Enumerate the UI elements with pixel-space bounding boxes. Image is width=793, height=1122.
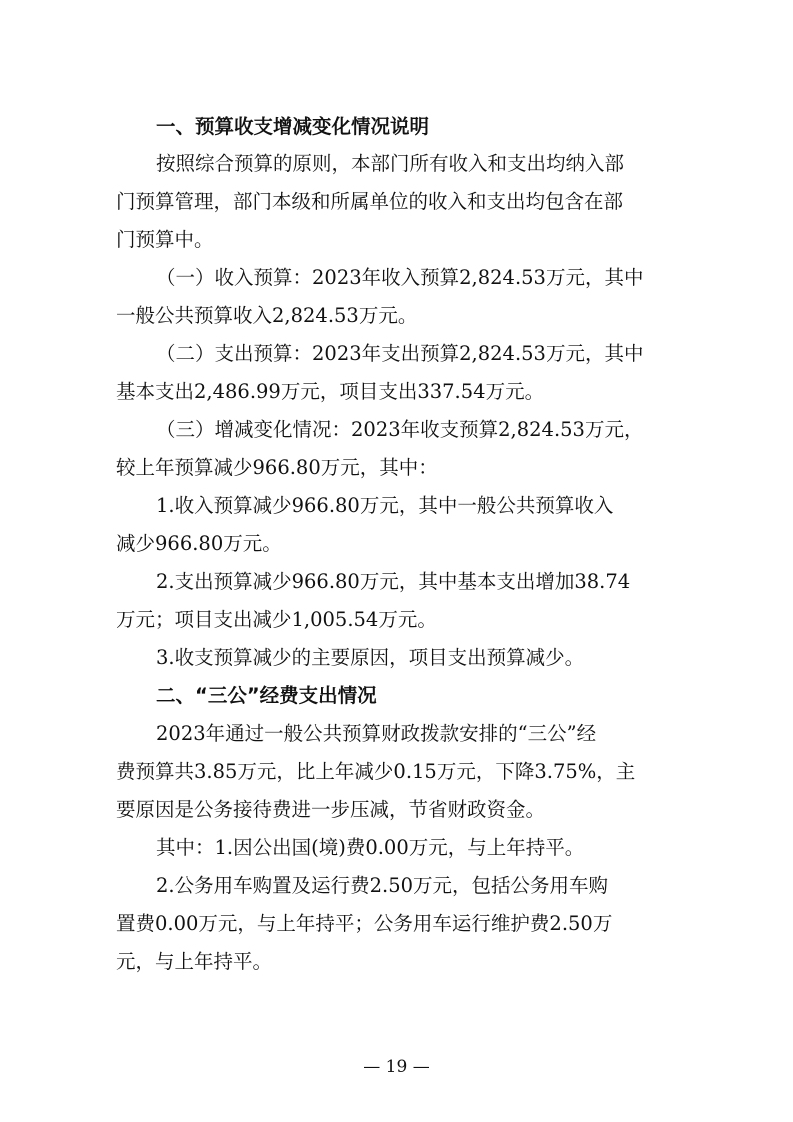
section2-summary-line3: 要原因是公务接待费进一步压减，节省财政资金。 bbox=[116, 798, 546, 821]
section1-intro-line1: 按照综合预算的原则，本部门所有收入和支出均纳入部 bbox=[156, 152, 625, 175]
section2-item1: 其中：1.因公出国(境)费0.00万元，与上年持平。 bbox=[156, 836, 585, 859]
change-item1-line1: 1.收入预算减少966.80万元，其中一般公共预算收入 bbox=[156, 494, 614, 517]
section2-item2-line2: 置费0.00万元，与上年持平；公务用车运行维护费2.50万 bbox=[116, 912, 613, 935]
section2-item2-line1: 2.公务用车购置及运行费2.50万元，包括公务用车购 bbox=[156, 874, 609, 897]
section1-intro-line2: 门预算管理，部门本级和所属单位的收入和支出均包含在部 bbox=[116, 190, 624, 213]
expense-budget-line1: （二）支出预算：2023年支出预算2,824.53万元，其中 bbox=[156, 342, 644, 365]
change-item2-line1: 2.支出预算减少966.80万元，其中基本支出增加38.74 bbox=[156, 570, 631, 593]
change-line2: 较上年预算减少966.80万元，其中： bbox=[116, 456, 438, 479]
page-number: — 19 — bbox=[363, 1057, 430, 1077]
change-item1-line2: 减少966.80万元。 bbox=[116, 532, 282, 555]
income-budget-line1: （一）收入预算：2023年收入预算2,824.53万元，其中 bbox=[156, 266, 644, 289]
change-item3: 3.收支预算减少的主要原因，项目支出预算减少。 bbox=[156, 646, 585, 669]
change-line1: （三）增减变化情况：2023年收支预算2,824.53万元， bbox=[156, 418, 644, 441]
change-item2-line2: 万元；项目支出减少1,005.54万元。 bbox=[116, 608, 437, 631]
section2-heading: 二、“三公”经费支出情况 bbox=[156, 684, 377, 707]
section2-item2-line3: 元，与上年持平。 bbox=[116, 950, 273, 973]
expense-budget-line2: 基本支出2,486.99万元，项目支出337.54万元。 bbox=[116, 380, 545, 403]
income-budget-line2: 一般公共预算收入2,824.53万元。 bbox=[116, 304, 418, 327]
section1-intro-line3: 门预算中。 bbox=[116, 228, 214, 251]
section2-summary-line2: 费预算共3.85万元，比上年减少0.15万元，下降3.75%，主 bbox=[116, 760, 636, 783]
section2-summary-line1: 2023年通过一般公共预算财政拨款安排的“三公”经 bbox=[156, 722, 597, 745]
section1-heading: 一、预算收支增减变化情况说明 bbox=[156, 115, 430, 138]
